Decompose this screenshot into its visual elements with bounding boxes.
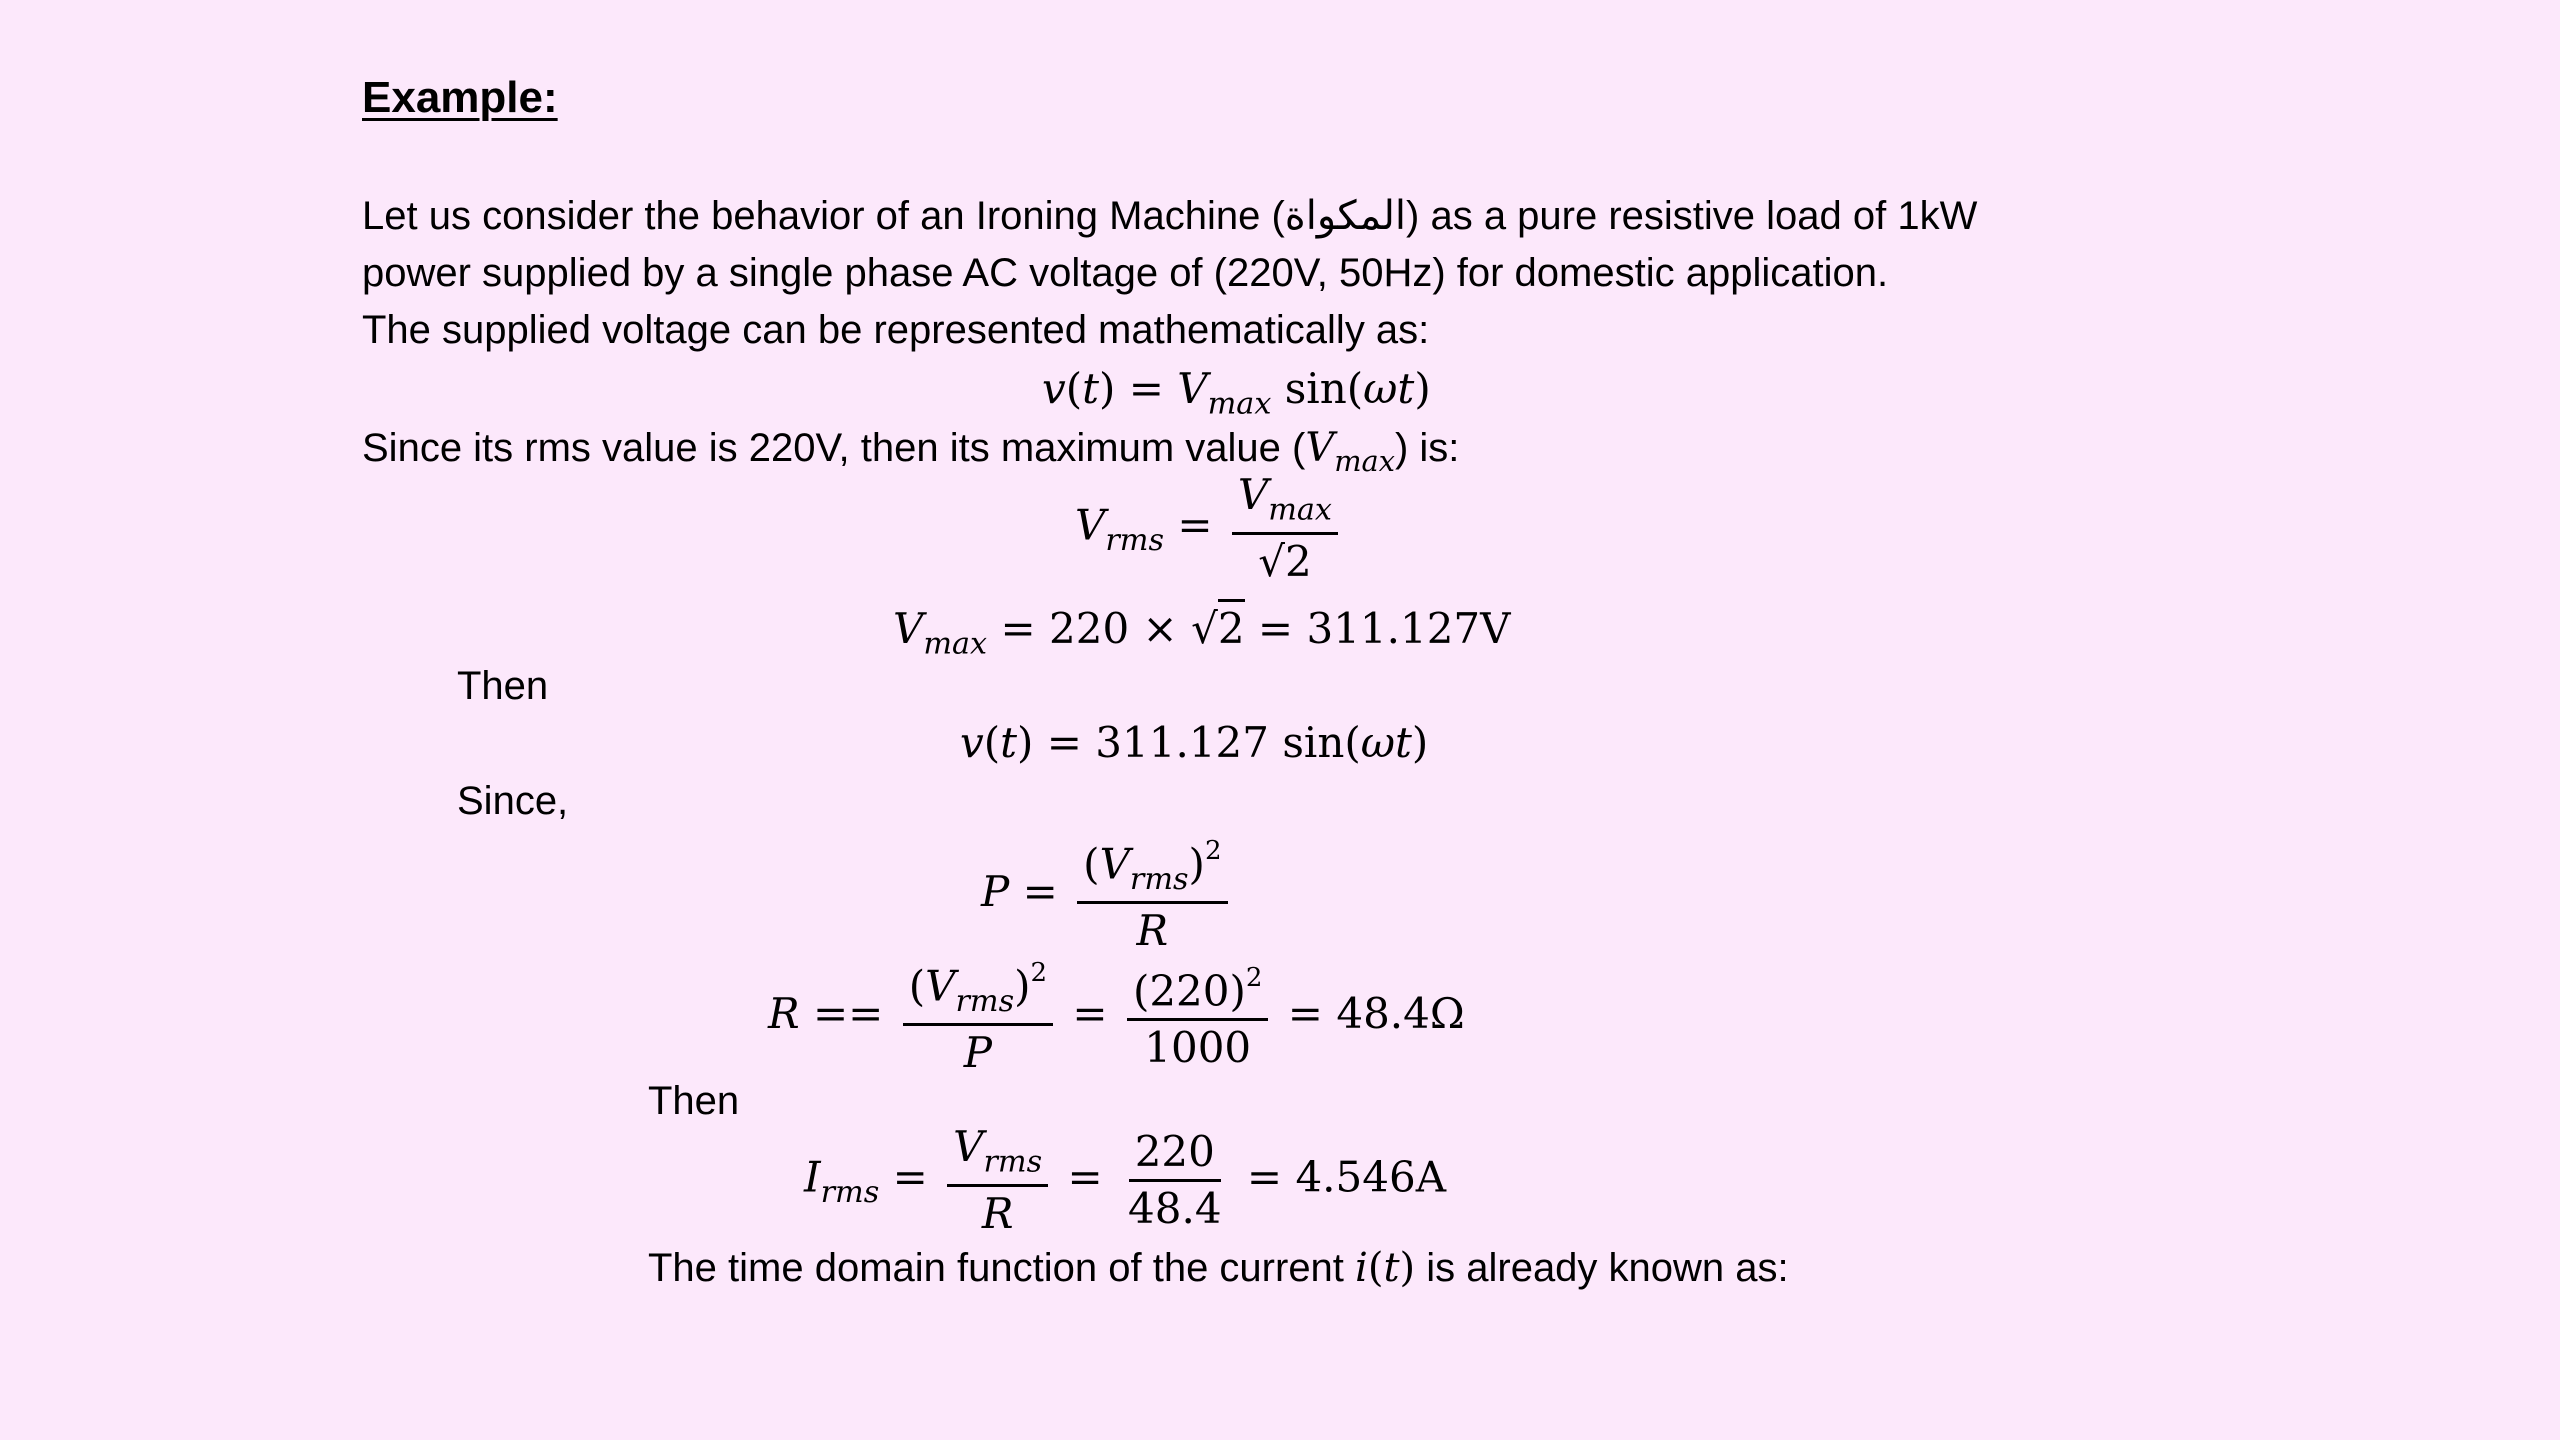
equation-vmax: $V_{max} = 220 \times √2 = 311.127V$ [893,608,1510,660]
r-result: 48.4Ω [1336,989,1465,1039]
line4-text-a: Since its rms value is 220V, then its maximum value ( [362,426,1306,470]
equation-vrms: $V_{rms}$ = $\frac{V_{max}}{√2}$ [1075,474,1344,583]
last-text-a: The time domain function of the current [648,1246,1356,1290]
i-numerator: 220 [1129,1131,1221,1182]
equation-voltage-general: $v(t) = V_{max}$ sin(ωt) [1042,364,1431,422]
i-result: 4.546A [1295,1152,1447,1202]
last-text-b: is already known as: [1415,1246,1789,1290]
equation-voltage-specific: v(t) = 311.127 sin(ωt) [960,718,1429,767]
label-since: Since, [457,779,569,823]
paragraph-line-3: The supplied voltage can be represented mathematically as: [362,308,1430,352]
equation-resistance: R == $\frac{(V_{rms})^2}{P}$ = $\frac{(220)^2}{1000}$ = 48.4Ω [768,958,1465,1078]
r-denominator: 1000 [1144,1023,1252,1073]
arabic-term: المكواة [1284,193,1407,239]
vt-amplitude: 311.127 [1095,718,1269,767]
label-then-2: Then [648,1079,740,1123]
paragraph-line-4 [362,425,1460,479]
paragraph-last-line [648,1245,1789,1291]
r-numerator: (220) [1132,966,1246,1016]
vmax-factor: 220 [1049,604,1130,653]
paragraph-line-1 [362,193,1978,239]
equation-current: $I_{rms}$ = $\frac{V_{rms}}{R}$ = $\frac{220}{48.4}$ = 4.546A [804,1122,1447,1238]
label-then-1: Then [457,664,549,708]
line1-text-a: Let us consider the behavior of an Ironing Machine ( [362,194,1285,238]
line4-text-b: ) is: [1394,426,1460,470]
slide-title: Example: [362,73,558,122]
vmax-value: 311.127V [1306,604,1511,653]
paragraph-line-2: power supplied by a single phase AC voltage of (220V, 50Hz) for domestic application. [362,251,1889,295]
equation-power: P = $\frac{(V_{rms})^2}{R}$ [981,838,1234,952]
current-function-symbol: i(t) [1355,1245,1416,1291]
vmax-symbol: $V_{max}$ [1305,425,1395,479]
i-denominator: 48.4 [1128,1183,1222,1233]
line1-text-b: ) as a pure resistive load of 1kW [1406,194,1978,238]
